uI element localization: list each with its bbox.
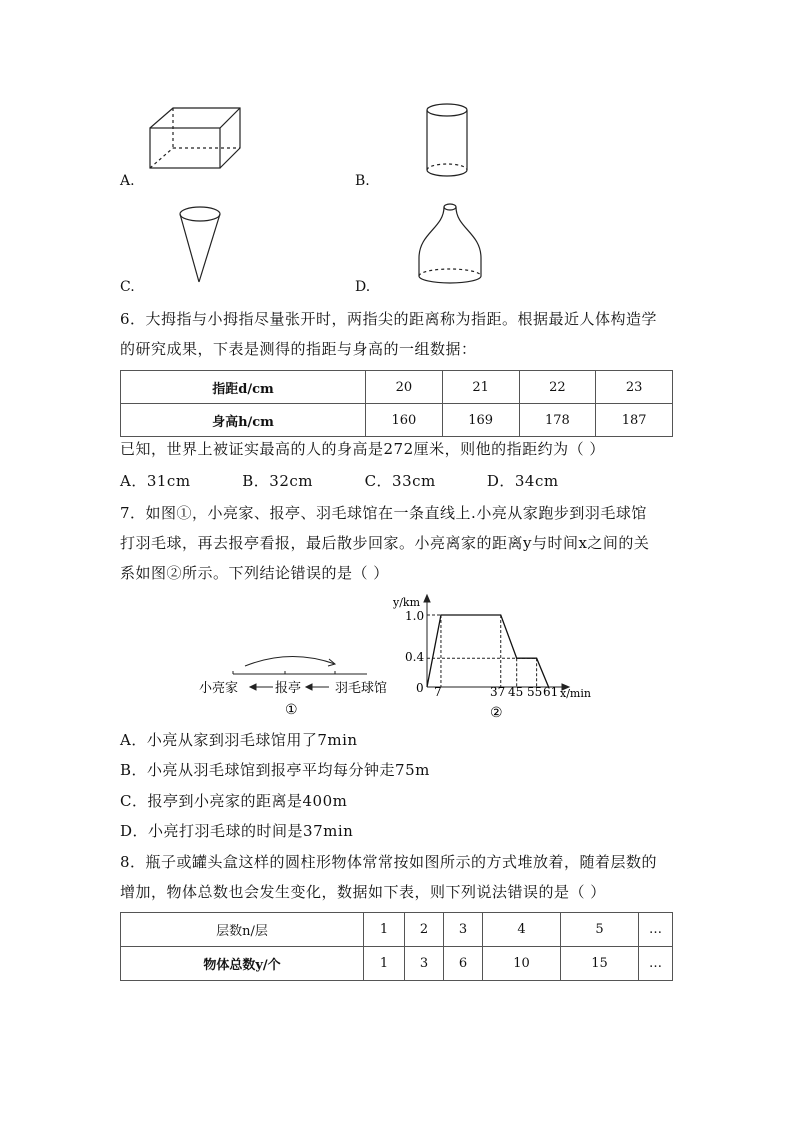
q6-cell: 187 [596,404,673,437]
q6-text-line1: 6．大拇指与小拇指尽量张开时，两指尖的距离称为指距。根据最近人体构造学 [120,310,658,328]
q7-figure-2 [385,593,600,720]
q8-cell: 1 [364,913,405,947]
q8-table [120,912,673,981]
q5-option-d-label: D. [355,279,371,295]
home-label: 小亮家 [199,681,239,696]
q6-choice-c[interactable]: C．33cm [364,472,436,490]
x-tick-37: 37 [490,685,506,699]
q5-option-a-label: A. [120,173,135,189]
q8-cell: … [639,913,673,947]
q5-option-b-label: B. [355,173,370,189]
q6-text-line2: 的研究成果，下表是测得的指距与身高的一组数据： [120,340,477,358]
q6-cell: 169 [442,404,519,437]
q6-table [120,370,673,437]
x-tick-7: 7 [434,685,442,699]
q7-text-line2: 打羽毛球，再去报亭看报，最后散步回家。小亮离家的距离y与时间x之间的关 [120,534,650,552]
q7-choice-c[interactable]: C．报亭到小亮家的距离是400m [120,792,348,810]
q6-cell: 178 [519,404,596,437]
q7-choice-d[interactable]: D．小亮打羽毛球的时间是37min [120,822,354,840]
q7-text-line3: 系如图②所示。下列结论错误的是（ ） [120,564,389,582]
q6-choice-b[interactable]: B．32cm [242,472,314,490]
q8-cell: 3 [444,913,483,947]
cone-figure [175,200,225,285]
q6-row1-header: 指距d/cm [121,371,366,404]
q8-cell: 15 [561,947,639,981]
x-tick-61: 61 [543,685,559,699]
q8-row1-header: 层数n/层 [121,913,364,947]
q6-cell: 23 [596,371,673,404]
q8-cell: 4 [483,913,561,947]
q6-row2-header: 身高h/cm [121,404,366,437]
y-tick-0-4: 0.4 [405,650,425,664]
q6-after-text: 已知，世界上被证实最高的人的身高是272厘米，则他的指距约为（ ） [120,440,605,458]
q8-cell: … [639,947,673,981]
x-axis-label: x/min [560,687,591,700]
q8-cell: 1 [364,947,405,981]
q6-cell: 20 [366,371,443,404]
kiosk-label: 报亭 [275,681,302,696]
q8-row2-header: 物体总数y/个 [121,947,364,981]
q6-cell: 21 [442,371,519,404]
y-tick-1: 1.0 [405,609,425,623]
q8-cell: 6 [444,947,483,981]
q6-cell: 22 [519,371,596,404]
origin-label: 0 [416,681,424,695]
q7-choice-b[interactable]: B．小亮从羽毛球馆到报亭平均每分钟走75m [120,761,430,779]
x-tick-45: 45 [508,685,524,699]
q6-choices [120,470,559,491]
q8-text-line2: 增加，物体总数也会发生变化，数据如下表，则下列说法错误的是（ ） [120,883,606,901]
q8-cell: 5 [561,913,639,947]
figure-1-caption: ① [285,702,298,718]
q6-choice-d[interactable]: D．34cm [486,472,559,490]
cylinder-figure [425,100,475,180]
court-label: 羽毛球馆 [335,681,388,696]
q7-figure-1 [195,650,405,720]
q6-cell: 160 [366,404,443,437]
x-tick-55: 55 [527,685,543,699]
figure-2-caption: ② [490,705,503,720]
y-axis-label: y/km [393,596,421,609]
bottle-figure [415,198,485,288]
q5-option-c-label: C. [120,279,135,295]
cuboid-figure [145,100,245,175]
distance-series-line [427,615,549,687]
q8-cell: 2 [405,913,444,947]
q7-choice-a[interactable]: A．小亮从家到羽毛球馆用了7min [120,731,358,749]
q8-text-line1: 8．瓶子或罐头盒这样的圆柱形物体常常按如图所示的方式堆放着，随着层数的 [120,853,658,871]
q7-text-line1: 7．如图①，小亮家、报亭、羽毛球馆在一条直线上.小亮从家跑步到羽毛球馆 [120,504,647,522]
q8-cell: 3 [405,947,444,981]
q8-cell: 10 [483,947,561,981]
q6-choice-a[interactable]: A．31cm [120,472,191,490]
